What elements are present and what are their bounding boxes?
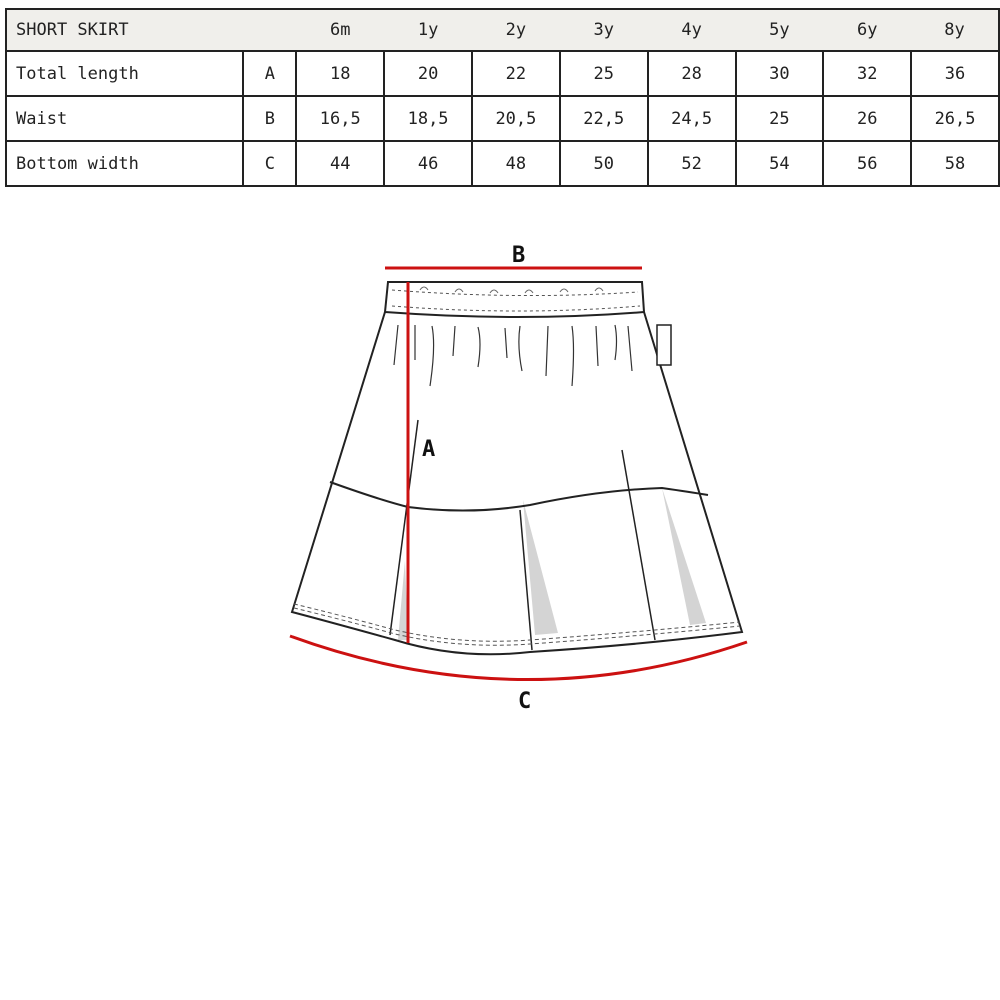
table-cell: 48 bbox=[472, 141, 560, 186]
size-header: 6m bbox=[296, 9, 384, 51]
table-cell: 22 bbox=[472, 51, 560, 96]
size-header: 3y bbox=[560, 9, 648, 51]
table-cell: 26,5 bbox=[911, 96, 999, 141]
label-a: A bbox=[422, 437, 436, 462]
table-cell: 54 bbox=[736, 141, 824, 186]
size-header: 8y bbox=[911, 9, 999, 51]
waistband-stitch bbox=[392, 306, 640, 311]
size-header: 1y bbox=[384, 9, 472, 51]
label-tag bbox=[657, 325, 671, 365]
waistband-stitch bbox=[392, 290, 638, 296]
label-c: C bbox=[518, 689, 532, 714]
size-header: 4y bbox=[648, 9, 736, 51]
pleat-line bbox=[622, 450, 655, 640]
table-cell: 52 bbox=[648, 141, 736, 186]
size-header: 5y bbox=[736, 9, 824, 51]
row-label: Waist bbox=[6, 96, 243, 141]
table-cell: 32 bbox=[823, 51, 911, 96]
row-code: C bbox=[243, 141, 296, 186]
row-code: A bbox=[243, 51, 296, 96]
table-cell: 18 bbox=[296, 51, 384, 96]
table-cell: 36 bbox=[911, 51, 999, 96]
table-cell: 20 bbox=[384, 51, 472, 96]
size-header: 6y bbox=[823, 9, 911, 51]
pleat-shade bbox=[662, 488, 706, 625]
row-label: Bottom width bbox=[6, 141, 243, 186]
table-cell: 30 bbox=[736, 51, 824, 96]
table-cell: 16,5 bbox=[296, 96, 384, 141]
table-cell: 58 bbox=[911, 141, 999, 186]
hem-stitch bbox=[294, 604, 740, 641]
skirt-gathers bbox=[394, 325, 632, 386]
tier-seam bbox=[330, 482, 708, 511]
table-cell: 28 bbox=[648, 51, 736, 96]
table-cell: 26 bbox=[823, 96, 911, 141]
table-cell: 18,5 bbox=[384, 96, 472, 141]
waistband-gathers bbox=[420, 287, 603, 293]
table-cell: 25 bbox=[736, 96, 824, 141]
row-label: Total length bbox=[6, 51, 243, 96]
table-cell: 20,5 bbox=[472, 96, 560, 141]
table-cell: 22,5 bbox=[560, 96, 648, 141]
table-cell: 56 bbox=[823, 141, 911, 186]
table-cell: 46 bbox=[384, 141, 472, 186]
measure-line-c bbox=[290, 636, 747, 680]
table-title: SHORT SKIRT bbox=[6, 9, 243, 51]
row-code: B bbox=[243, 96, 296, 141]
table-cell: 24,5 bbox=[648, 96, 736, 141]
label-b: B bbox=[512, 243, 526, 268]
table-cell: 50 bbox=[560, 141, 648, 186]
skirt-outline bbox=[292, 312, 742, 654]
table-cell: 25 bbox=[560, 51, 648, 96]
table-cell: 44 bbox=[296, 141, 384, 186]
size-header: 2y bbox=[472, 9, 560, 51]
